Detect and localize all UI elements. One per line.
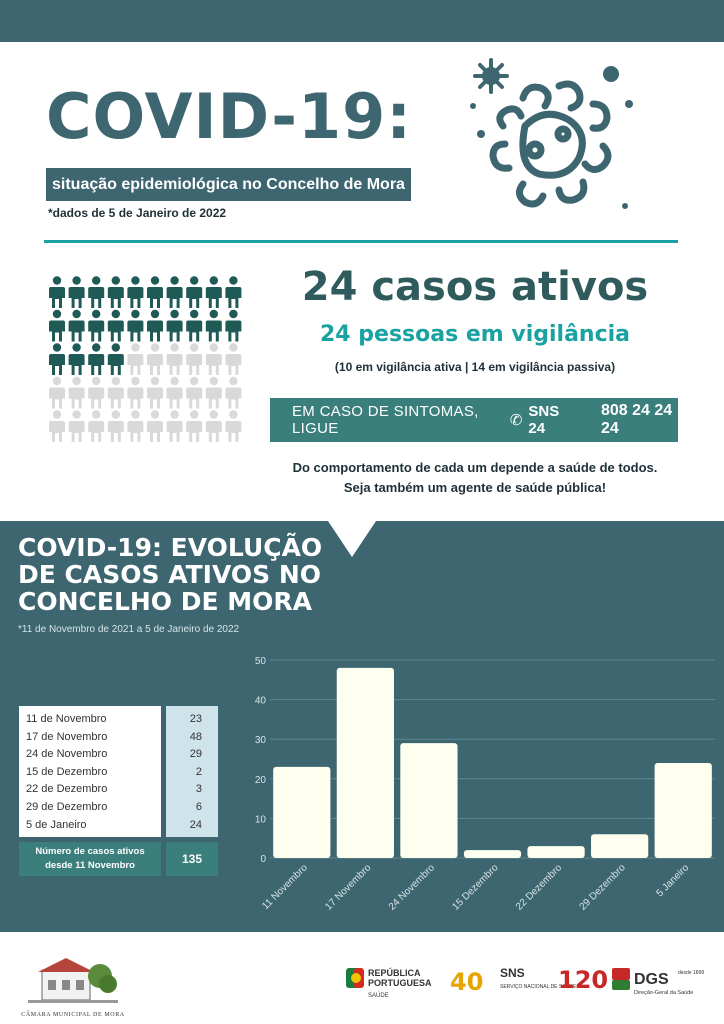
person-icon [69,343,85,375]
table-row-value: 3 [195,783,202,796]
panel-notch [328,521,376,557]
person-icon [108,276,124,308]
y-tick-label: 40 [254,695,266,707]
person-icon [147,310,163,342]
person-icon [225,310,241,342]
person-icon [127,377,143,409]
person-icon [69,310,85,342]
person-icon [225,343,241,375]
table-row-date: 15 de Dezembro [26,765,108,778]
bar [591,834,648,858]
person-icon [69,377,85,409]
municipality-logo [18,950,128,1020]
page-title: COVID-19: [46,80,413,153]
person-icon [127,310,143,342]
person-icon [88,377,104,409]
sns-banner [270,398,678,442]
person-icon [88,276,104,308]
person-icon [88,410,104,442]
person-icon [147,410,163,442]
person-icon [167,276,183,308]
dgs-label: DGS [634,971,669,988]
phone-icon: ✆ [509,412,523,429]
surveillance-detail: (10 em vigilância ativa | 14 em vigilância passiva) [334,360,616,374]
cases-bar-chart [240,650,720,920]
person-icon [127,343,143,375]
active-cases: 24 casos ativos [301,264,649,310]
date-note: *dados de 5 de Janeiro de 2022 [48,206,227,220]
people-grid [48,276,244,446]
x-tick-label: 22 Dezembro [513,862,565,913]
y-tick-label: 50 [254,656,266,667]
table-row-date: 24 de Novembro [26,748,108,761]
sns-phone[interactable]: 808 24 24 24 [601,402,673,437]
sns-logo [450,962,577,1002]
person-icon [69,410,85,442]
person-icon [225,276,241,308]
person-icon [108,377,124,409]
bar [400,743,457,858]
x-tick-label: 5 Janeiro [654,862,692,900]
x-tick-label: 17 Novembro [323,862,374,913]
public-health-message [250,458,700,498]
person-icon [147,377,163,409]
footer [0,932,724,1024]
virus-icon [463,56,643,226]
evolution-title [18,534,322,615]
person-icon [88,310,104,342]
bar [337,668,394,858]
table-row-date: 5 de Janeiro [26,818,87,831]
person-icon [127,276,143,308]
person-icon [186,410,202,442]
bar [655,763,712,858]
person-icon [225,377,241,409]
evolution-title-line-2: DE CASOS ATIVOS NO [18,560,322,589]
y-tick-label: 10 [254,814,266,826]
person-icon [206,343,222,375]
table-row-value: 24 [189,818,202,831]
person-icon [225,410,241,442]
total-value: 135 [166,842,218,876]
dgs-since: desde 1899 [678,970,705,976]
page-subtitle: situação epidemiológica no Concelho de Mora [46,168,411,201]
person-icon [108,343,124,375]
person-icon [206,310,222,342]
evolution-title-line-3: CONCELHO DE MORA [18,587,313,616]
x-tick-label: 24 Novembro [386,862,438,913]
divider [44,240,678,243]
person-icon [88,343,104,375]
person-icon [69,276,85,308]
x-tick-label: 29 Dezembro [577,862,628,913]
table-row-value: 48 [189,730,202,743]
person-icon [147,276,163,308]
evolution-title-line-1: COVID-19: EVOLUÇÃO [18,533,323,562]
person-icon [167,377,183,409]
person-icon [167,310,183,342]
y-tick-label: 30 [254,735,266,747]
table-row-date: 22 de Dezembro [26,783,108,796]
table-row-value: 23 [189,713,202,725]
total-label-line-1: Número de casos ativos [35,846,145,857]
person-icon [127,410,143,442]
table-row-date: 11 de Novembro [26,713,107,725]
total-label [19,842,161,876]
message-line-2: Seja também um agente de saúde pública! [343,480,607,495]
x-tick-label: 15 Dezembro [450,862,501,913]
person-icon [167,410,183,442]
sns-small: SERVIÇO NACIONAL DE SAÚDE [500,984,577,990]
municipality-name: CÂMARA MUNICIPAL DE MORA [21,1012,125,1018]
person-icon [186,310,202,342]
dgs-small: Direção-Geral da Saúde [634,990,694,996]
table-row-date: 17 de Novembro [26,730,108,743]
message-line-1: Do comportamento de cada um depende a saúde de todos. [292,460,658,475]
republic-logo [344,962,444,1002]
person-icon [49,310,65,342]
total-label-line-2: desde 11 Novembro [45,860,135,871]
bar [273,767,330,858]
x-tick-label: 11 Novembro [260,862,310,913]
person-icon [49,410,65,442]
sns-40: 40 [450,968,484,996]
date-range-note: *11 de Novembro de 2021 a 5 de Janeiro de 2022 [18,624,240,635]
person-icon [206,276,222,308]
republic-line-3: SAÚDE [368,993,389,999]
dgs-120: 120 [558,966,609,994]
top-bar [0,0,724,42]
dgs-logo [558,960,708,1004]
person-icon [49,276,65,308]
sns-service: SNS 24 [528,403,560,437]
republic-line-2: PORTUGUESA [368,978,432,988]
person-icon [206,377,222,409]
table-row-date: 29 de Dezembro [26,801,108,813]
bar [527,846,584,858]
y-tick-label: 20 [254,774,266,786]
person-icon [49,343,65,375]
bar [464,850,521,858]
person-icon [108,310,124,342]
person-icon [186,343,202,375]
person-icon [147,343,163,375]
republic-line-1: REPÚBLICA [368,968,421,978]
person-icon [49,377,65,409]
person-icon [186,276,202,308]
table-row-value: 6 [195,801,202,813]
sns-banner-text: EM CASO DE SINTOMAS, LIGUE [292,403,479,437]
person-icon [186,377,202,409]
surveillance-count: 24 pessoas em vigilância [320,322,630,347]
table-row-value: 2 [195,765,202,778]
sns-label: SNS [500,966,525,980]
y-tick-label: 0 [260,854,266,865]
table-row-value: 29 [189,748,202,761]
person-icon [108,410,124,442]
person-icon [167,343,183,375]
person-icon [206,410,222,442]
